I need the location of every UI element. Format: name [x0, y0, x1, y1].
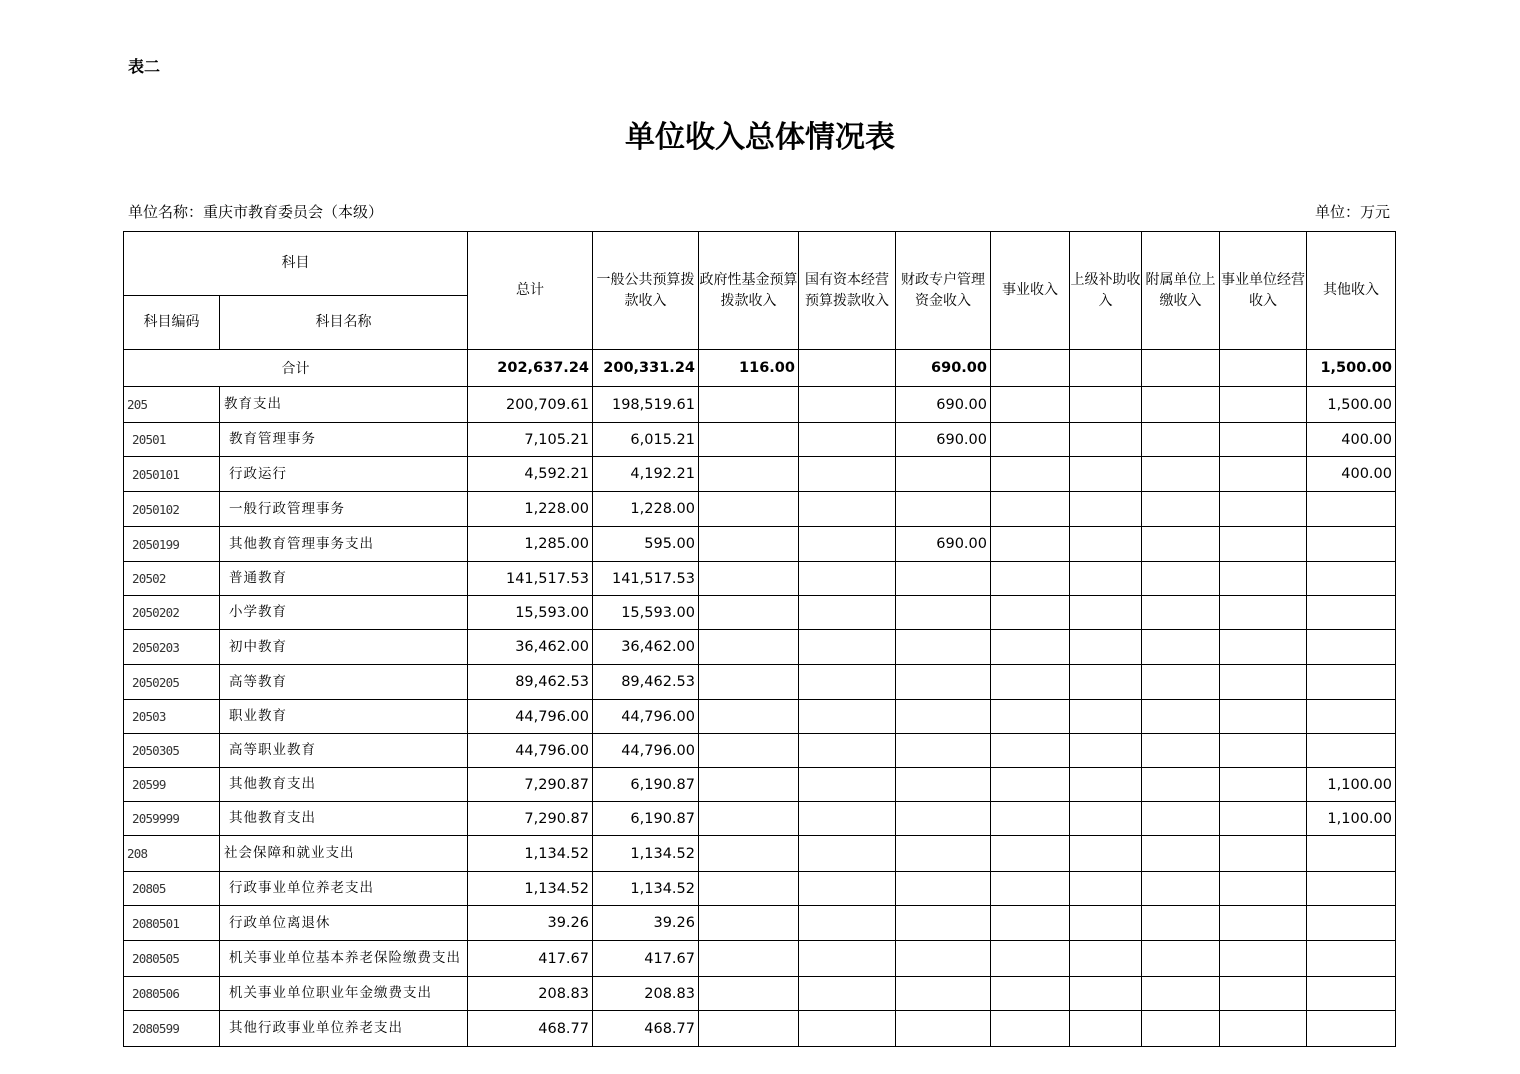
- subject-code: 2050203: [124, 630, 220, 665]
- amount-cell: 36,462.00: [468, 630, 593, 665]
- amount-cell: [991, 562, 1070, 596]
- amount-cell: [699, 768, 799, 802]
- amount-cell: 208.83: [593, 977, 699, 1011]
- amount-cell: 1,228.00: [468, 492, 593, 527]
- amount-cell: [699, 941, 799, 977]
- subject-code: 20501: [124, 423, 220, 457]
- amount-cell: 1,134.52: [468, 836, 593, 872]
- amount-cell: [896, 630, 991, 665]
- total-cell: [799, 350, 896, 387]
- amount-cell: [799, 872, 896, 906]
- subject-code: 2080506: [124, 977, 220, 1011]
- amount-cell: [1307, 836, 1396, 872]
- amount-cell: 6,015.21: [593, 423, 699, 457]
- amount-cell: [1220, 906, 1307, 941]
- table-row: [124, 802, 1396, 836]
- table-row: [124, 630, 1396, 665]
- amount-cell: 141,517.53: [468, 562, 593, 596]
- amount-cell: 400.00: [1307, 457, 1396, 492]
- amount-cell: 89,462.53: [468, 665, 593, 700]
- table-row: [124, 1011, 1396, 1047]
- table-row: [124, 596, 1396, 630]
- table-row: [124, 768, 1396, 802]
- total-cell: 116.00: [699, 350, 799, 387]
- header-gov-fund: 政府性基金预算拨款收入: [699, 232, 799, 350]
- amount-cell: [799, 527, 896, 562]
- amount-cell: [991, 734, 1070, 768]
- amount-cell: [1220, 802, 1307, 836]
- amount-cell: [1220, 387, 1307, 423]
- amount-cell: [1070, 457, 1142, 492]
- amount-cell: [1142, 457, 1220, 492]
- amount-cell: [1142, 423, 1220, 457]
- amount-cell: [1307, 596, 1396, 630]
- amount-cell: [1142, 872, 1220, 906]
- amount-cell: [1307, 492, 1396, 527]
- amount-cell: [896, 1011, 991, 1047]
- amount-cell: [1307, 630, 1396, 665]
- amount-cell: [799, 457, 896, 492]
- amount-cell: [1307, 872, 1396, 906]
- amount-cell: 89,462.53: [593, 665, 699, 700]
- amount-cell: [1220, 941, 1307, 977]
- total-cell: 1,500.00: [1307, 350, 1396, 387]
- subject-code: 20805: [124, 872, 220, 906]
- amount-cell: 595.00: [593, 527, 699, 562]
- amount-cell: [1307, 1011, 1396, 1047]
- subject-code: 2050202: [124, 596, 220, 630]
- amount-cell: 39.26: [593, 906, 699, 941]
- table-row: [124, 562, 1396, 596]
- header-business-income: 事业收入: [991, 232, 1070, 350]
- amount-cell: [896, 836, 991, 872]
- amount-cell: [799, 596, 896, 630]
- amount-cell: [699, 836, 799, 872]
- amount-cell: [896, 700, 991, 734]
- amount-cell: [1070, 802, 1142, 836]
- subject-code: 2050102: [124, 492, 220, 527]
- amount-cell: [1070, 941, 1142, 977]
- table-row: [124, 665, 1396, 700]
- amount-cell: [1142, 527, 1220, 562]
- subject-name: 行政事业单位养老支出: [220, 872, 468, 906]
- amount-cell: [799, 1011, 896, 1047]
- amount-cell: [1307, 906, 1396, 941]
- amount-cell: [896, 906, 991, 941]
- amount-cell: [896, 457, 991, 492]
- amount-cell: [699, 977, 799, 1011]
- amount-cell: 7,105.21: [468, 423, 593, 457]
- total-cell: [1220, 350, 1307, 387]
- subject-code: 2050199: [124, 527, 220, 562]
- amount-cell: [799, 423, 896, 457]
- amount-cell: [1070, 734, 1142, 768]
- amount-cell: [799, 700, 896, 734]
- subject-name: 其他教育支出: [220, 768, 468, 802]
- amount-cell: [1070, 1011, 1142, 1047]
- amount-cell: 39.26: [468, 906, 593, 941]
- amount-cell: [1307, 527, 1396, 562]
- amount-cell: [699, 1011, 799, 1047]
- table-label: 表二: [128, 57, 161, 76]
- subject-code: 2080505: [124, 941, 220, 977]
- subject-code: 2050205: [124, 665, 220, 700]
- amount-cell: [1070, 768, 1142, 802]
- amount-cell: [799, 387, 896, 423]
- amount-cell: [1220, 734, 1307, 768]
- amount-cell: [799, 906, 896, 941]
- subject-name: 机关事业单位基本养老保险缴费支出: [220, 941, 468, 977]
- amount-cell: [1307, 665, 1396, 700]
- subject-code: 20502: [124, 562, 220, 596]
- amount-cell: [991, 423, 1070, 457]
- table-row: [124, 527, 1396, 562]
- subject-code: 205: [124, 387, 220, 423]
- amount-cell: 36,462.00: [593, 630, 699, 665]
- amount-cell: [1307, 562, 1396, 596]
- amount-cell: [896, 492, 991, 527]
- amount-cell: 1,100.00: [1307, 768, 1396, 802]
- amount-cell: 690.00: [896, 423, 991, 457]
- table-row: [124, 836, 1396, 872]
- amount-cell: [1220, 457, 1307, 492]
- header-other-income: 其他收入: [1307, 232, 1396, 350]
- amount-cell: 15,593.00: [593, 596, 699, 630]
- amount-cell: [1220, 665, 1307, 700]
- amount-cell: [1307, 734, 1396, 768]
- amount-cell: [991, 700, 1070, 734]
- subject-name: 职业教育: [220, 700, 468, 734]
- amount-cell: [1142, 665, 1220, 700]
- subject-name: 高等职业教育: [220, 734, 468, 768]
- page-title: 单位收入总体情况表: [625, 120, 895, 155]
- amount-cell: [991, 768, 1070, 802]
- amount-cell: [1070, 423, 1142, 457]
- amount-cell: [799, 977, 896, 1011]
- amount-cell: [991, 872, 1070, 906]
- total-cell: 202,637.24: [468, 350, 593, 387]
- amount-cell: [1307, 977, 1396, 1011]
- amount-cell: [1142, 700, 1220, 734]
- subject-name: 其他行政事业单位养老支出: [220, 1011, 468, 1047]
- subject-name: 小学教育: [220, 596, 468, 630]
- table-row: [124, 700, 1396, 734]
- table-row: [124, 492, 1396, 527]
- table-row: [124, 941, 1396, 977]
- amount-cell: [699, 700, 799, 734]
- amount-cell: 15,593.00: [468, 596, 593, 630]
- subject-code: 2050101: [124, 457, 220, 492]
- subject-code: 208: [124, 836, 220, 872]
- amount-cell: [991, 457, 1070, 492]
- amount-cell: [799, 802, 896, 836]
- amount-cell: 417.67: [468, 941, 593, 977]
- amount-cell: [1307, 700, 1396, 734]
- amount-cell: [699, 527, 799, 562]
- header-subject-name: 科目名称: [220, 296, 468, 350]
- amount-cell: [1070, 700, 1142, 734]
- amount-cell: [699, 387, 799, 423]
- amount-cell: 468.77: [468, 1011, 593, 1047]
- amount-cell: [896, 977, 991, 1011]
- amount-cell: [1142, 906, 1220, 941]
- amount-cell: 7,290.87: [468, 768, 593, 802]
- amount-cell: [799, 492, 896, 527]
- amount-cell: [699, 734, 799, 768]
- header-subject-code: 科目编码: [124, 296, 220, 350]
- amount-cell: 6,190.87: [593, 802, 699, 836]
- amount-cell: [1070, 906, 1142, 941]
- subject-name: 高等教育: [220, 665, 468, 700]
- amount-cell: [699, 906, 799, 941]
- amount-cell: [699, 630, 799, 665]
- table-row: [124, 423, 1396, 457]
- amount-cell: [799, 768, 896, 802]
- subject-name: 其他教育管理事务支出: [220, 527, 468, 562]
- total-cell: 200,331.24: [593, 350, 699, 387]
- income-table: [123, 231, 1396, 1047]
- amount-cell: [991, 802, 1070, 836]
- amount-cell: [1070, 630, 1142, 665]
- table-row: [124, 734, 1396, 768]
- amount-cell: [1142, 977, 1220, 1011]
- amount-cell: [1142, 802, 1220, 836]
- amount-cell: [991, 527, 1070, 562]
- amount-cell: [699, 423, 799, 457]
- header-affiliated-payment: 附属单位上缴收入: [1142, 232, 1220, 350]
- amount-cell: [1070, 836, 1142, 872]
- amount-cell: 198,519.61: [593, 387, 699, 423]
- amount-cell: [1307, 941, 1396, 977]
- amount-cell: [896, 872, 991, 906]
- amount-cell: [1070, 387, 1142, 423]
- amount-cell: [1142, 1011, 1220, 1047]
- subject-name: 教育管理事务: [220, 423, 468, 457]
- table-row: [124, 977, 1396, 1011]
- unit-name: 单位名称：重庆市教育委员会（本级）: [128, 203, 384, 221]
- amount-cell: 1,134.52: [593, 836, 699, 872]
- amount-cell: [896, 802, 991, 836]
- amount-cell: 690.00: [896, 527, 991, 562]
- amount-cell: 44,796.00: [593, 734, 699, 768]
- subject-code: 2080501: [124, 906, 220, 941]
- amount-cell: [896, 941, 991, 977]
- amount-cell: [699, 872, 799, 906]
- amount-cell: [799, 665, 896, 700]
- header-total: 总计: [468, 232, 593, 350]
- amount-cell: [1220, 596, 1307, 630]
- amount-cell: [1220, 977, 1307, 1011]
- amount-cell: [1142, 768, 1220, 802]
- amount-cell: [699, 802, 799, 836]
- amount-cell: [1142, 596, 1220, 630]
- amount-cell: 6,190.87: [593, 768, 699, 802]
- amount-cell: [1142, 630, 1220, 665]
- amount-cell: [1142, 562, 1220, 596]
- amount-cell: 44,796.00: [593, 700, 699, 734]
- amount-cell: [1070, 562, 1142, 596]
- header-state-capital: 国有资本经营预算拨款收入: [799, 232, 896, 350]
- subject-code: 2059999: [124, 802, 220, 836]
- amount-cell: [1142, 836, 1220, 872]
- amount-cell: 1,134.52: [593, 872, 699, 906]
- table-row: [124, 387, 1396, 423]
- amount-cell: [799, 734, 896, 768]
- amount-cell: [991, 906, 1070, 941]
- amount-cell: [1142, 941, 1220, 977]
- amount-cell: 1,285.00: [468, 527, 593, 562]
- amount-cell: 4,192.21: [593, 457, 699, 492]
- amount-cell: 1,134.52: [468, 872, 593, 906]
- total-label: 合计: [124, 350, 468, 387]
- header-operating-income: 事业单位经营收入: [1220, 232, 1307, 350]
- total-cell: [991, 350, 1070, 387]
- amount-cell: [991, 387, 1070, 423]
- subject-name: 行政单位离退休: [220, 906, 468, 941]
- total-cell: [1070, 350, 1142, 387]
- amount-cell: [896, 768, 991, 802]
- subject-name: 社会保障和就业支出: [220, 836, 468, 872]
- amount-cell: [1220, 423, 1307, 457]
- amount-cell: [991, 977, 1070, 1011]
- table-row: [124, 872, 1396, 906]
- subject-name: 教育支出: [220, 387, 468, 423]
- amount-cell: 7,290.87: [468, 802, 593, 836]
- amount-cell: 400.00: [1307, 423, 1396, 457]
- amount-cell: 468.77: [593, 1011, 699, 1047]
- subject-name: 初中教育: [220, 630, 468, 665]
- amount-cell: 200,709.61: [468, 387, 593, 423]
- unit-label: 单位：万元: [1314, 203, 1390, 221]
- amount-cell: 208.83: [468, 977, 593, 1011]
- amount-cell: [991, 630, 1070, 665]
- amount-cell: 44,796.00: [468, 700, 593, 734]
- amount-cell: [991, 836, 1070, 872]
- amount-cell: [991, 665, 1070, 700]
- amount-cell: [1070, 527, 1142, 562]
- amount-cell: [896, 665, 991, 700]
- amount-cell: [1220, 872, 1307, 906]
- amount-cell: [1220, 492, 1307, 527]
- amount-cell: [1220, 768, 1307, 802]
- subject-name: 机关事业单位职业年金缴费支出: [220, 977, 468, 1011]
- table-row: [124, 906, 1396, 941]
- amount-cell: [991, 941, 1070, 977]
- amount-cell: [699, 596, 799, 630]
- amount-cell: [896, 562, 991, 596]
- amount-cell: [1070, 665, 1142, 700]
- amount-cell: [699, 665, 799, 700]
- amount-cell: [1142, 734, 1220, 768]
- amount-cell: [1070, 596, 1142, 630]
- amount-cell: [799, 562, 896, 596]
- amount-cell: [699, 457, 799, 492]
- amount-cell: [1070, 492, 1142, 527]
- subject-name: 普通教育: [220, 562, 468, 596]
- amount-cell: 1,228.00: [593, 492, 699, 527]
- amount-cell: [1220, 562, 1307, 596]
- amount-cell: [1220, 1011, 1307, 1047]
- subject-code: 2050305: [124, 734, 220, 768]
- amount-cell: [1142, 387, 1220, 423]
- amount-cell: [896, 734, 991, 768]
- amount-cell: 4,592.21: [468, 457, 593, 492]
- amount-cell: [991, 596, 1070, 630]
- amount-cell: [896, 596, 991, 630]
- header-general-budget: 一般公共预算拨款收入: [593, 232, 699, 350]
- amount-cell: [991, 492, 1070, 527]
- subject-code: 2080599: [124, 1011, 220, 1047]
- amount-cell: 1,100.00: [1307, 802, 1396, 836]
- amount-cell: [799, 941, 896, 977]
- amount-cell: 141,517.53: [593, 562, 699, 596]
- amount-cell: 44,796.00: [468, 734, 593, 768]
- header-special-fund: 财政专户管理资金收入: [896, 232, 991, 350]
- table-row: [124, 457, 1396, 492]
- total-cell: [1142, 350, 1220, 387]
- amount-cell: [699, 492, 799, 527]
- subject-name: 其他教育支出: [220, 802, 468, 836]
- amount-cell: [1070, 977, 1142, 1011]
- amount-cell: 1,500.00: [1307, 387, 1396, 423]
- subject-code: 20503: [124, 700, 220, 734]
- amount-cell: [1142, 492, 1220, 527]
- total-row: [124, 350, 1396, 387]
- amount-cell: 417.67: [593, 941, 699, 977]
- amount-cell: [1220, 527, 1307, 562]
- header-subject: 科目: [124, 232, 468, 296]
- total-cell: 690.00: [896, 350, 991, 387]
- amount-cell: [799, 630, 896, 665]
- subject-code: 20599: [124, 768, 220, 802]
- amount-cell: [1070, 872, 1142, 906]
- amount-cell: [799, 836, 896, 872]
- header-superior-subsidy: 上级补助收入: [1070, 232, 1142, 350]
- amount-cell: [991, 1011, 1070, 1047]
- amount-cell: 690.00: [896, 387, 991, 423]
- subject-name: 一般行政管理事务: [220, 492, 468, 527]
- subject-name: 行政运行: [220, 457, 468, 492]
- amount-cell: [1220, 700, 1307, 734]
- amount-cell: [1220, 630, 1307, 665]
- amount-cell: [1220, 836, 1307, 872]
- amount-cell: [699, 562, 799, 596]
